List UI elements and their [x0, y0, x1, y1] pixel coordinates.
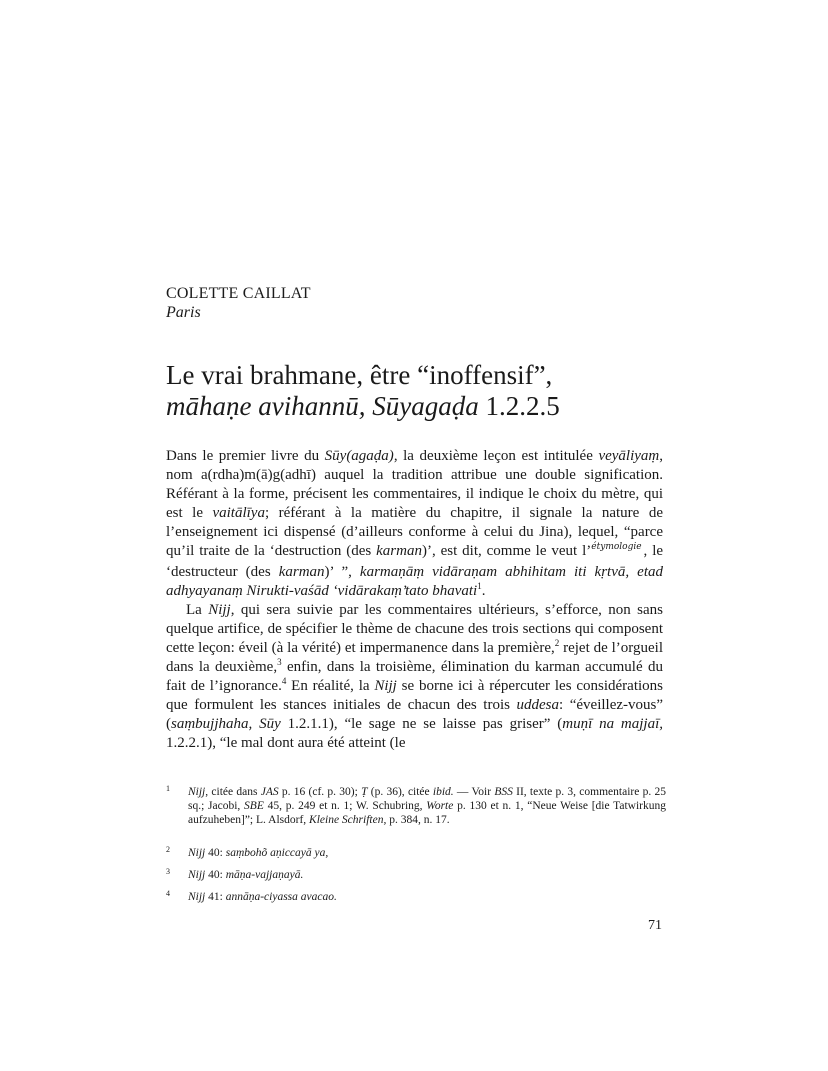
- italic-text: Nijj: [188, 891, 206, 903]
- italic-text: BSS: [494, 786, 513, 798]
- title-line-2: [166, 391, 726, 422]
- text: 40:: [205, 847, 226, 859]
- footnote-2: [166, 846, 666, 860]
- text: , nom a(rdha)m(ā)g(adhī) auquel la tradition attribue une double signification. Référant à la forme, précisent les commentaires, il indique le choix du mètre, qui est le: [166, 448, 663, 521]
- italic-text: saṃbohõ aṇiccayā ya,: [225, 847, 329, 859]
- italic-text: Nijj: [374, 678, 397, 694]
- article-body: [166, 447, 663, 753]
- paragraph-2: [166, 601, 663, 753]
- text: 1.2.1.1), “le sage ne se laisse pas griser” (: [280, 716, 563, 732]
- text: )’, est dit, comme le veut l’: [421, 543, 592, 559]
- italic-text: Kleine Schriften,: [309, 814, 387, 826]
- footnote-ref[interactable]: 2: [554, 638, 560, 648]
- text: En réalité, la: [286, 678, 375, 694]
- text: La: [186, 602, 209, 618]
- footnote-text: [166, 846, 666, 860]
- italic-text: Ṭ: [361, 786, 368, 798]
- italic-text: karman: [376, 543, 422, 559]
- text: : “éveillez-vous” (: [166, 697, 663, 732]
- text: p. 16 (cf. p. 30);: [278, 786, 362, 798]
- italic-text: karman: [278, 564, 325, 580]
- italic-text: ibid.: [432, 786, 454, 798]
- text: , la deuxième leçon est intitulée: [393, 448, 599, 464]
- italic-text: JAS: [260, 786, 279, 798]
- text: 40:: [205, 869, 226, 881]
- footnote-1: [166, 785, 666, 827]
- italic-text: Nijj: [188, 847, 206, 859]
- footnote-text: [166, 868, 666, 882]
- text: se borne ici à répercuter les considérations que formulent les stances initiales de chacun des trois: [166, 678, 663, 713]
- italic-text: muṇī na majjaī,: [562, 716, 663, 732]
- text: , citée dans: [205, 786, 261, 798]
- text: )’ ”,: [324, 564, 360, 580]
- footnote-3: [166, 868, 666, 882]
- italic-text: Nijj: [208, 602, 231, 618]
- italic-text: Nijj: [188, 869, 206, 881]
- italic-text: annāṇa-ciyassa avacao.: [225, 891, 337, 903]
- footnote-text: [166, 785, 666, 827]
- italic-text: Nijj: [188, 786, 206, 798]
- italic-text: uddesa: [516, 697, 559, 713]
- text: enfin, dans la troisième, élimination du karman accumulé du fait de l’ignorance.: [166, 659, 663, 694]
- text: 45, p. 249 et n. 1; W. Schubring,: [263, 800, 427, 812]
- text: , le ‘destructeur (des: [166, 543, 664, 580]
- footnote-number: 1: [166, 784, 170, 793]
- text: (p. 36), citée: [367, 786, 433, 798]
- text: 1.2.2.1), “le mal dont aura été atteint (le: [166, 735, 406, 751]
- footnote-ref[interactable]: 4: [281, 676, 287, 686]
- author-affiliation: Paris: [166, 304, 201, 321]
- article-title: [166, 360, 726, 422]
- text: rejet de l’orgueil dans la deuxième,: [166, 640, 663, 675]
- handwritten-annotation: étymologie: [591, 542, 642, 552]
- title-line-2-reference: 1.2.2.5: [485, 391, 560, 421]
- italic-text: māṇa-vajjaṇayā.: [225, 869, 304, 881]
- text: .: [481, 583, 486, 599]
- italic-quotation: karmaṇāṃ vidāraṇam abhihitam iti kṛtvā, etad adhyayanaṃ Nirukti-vaśād ‘vidārakaṃ’tato bhavati: [166, 564, 663, 599]
- footnote-number: 4: [166, 889, 170, 898]
- footnote-text: [166, 890, 666, 904]
- footnote-number: 3: [166, 867, 170, 876]
- text: p. 130 et n. 1, “Neue Weise [die Tatwirkung aufzuheben]”; L. Alsdorf,: [188, 800, 666, 826]
- italic-text: Worte: [426, 800, 454, 812]
- text: , qui sera suivie par les commentaires ultérieurs, s’efforce, non sans quelque artifice, de spécifier le thème de chacune des trois sections qui composent cette leçon: éveil (à la vérité) et impermanence dans la première,: [166, 602, 663, 656]
- page-number: 71: [648, 918, 662, 933]
- italic-text: vaitālīya: [212, 505, 265, 521]
- footnote-4: [166, 890, 666, 904]
- italic-text: veyāliyaṃ: [598, 448, 660, 464]
- italic-text: SBE: [244, 800, 264, 812]
- footnote-ref[interactable]: 3: [277, 657, 282, 667]
- text: 41:: [205, 891, 226, 903]
- footnote-ref[interactable]: 1: [477, 581, 482, 591]
- text: II, texte p. 3, commentaire p. 25 sq.; Jacobi,: [188, 786, 666, 812]
- paragraph-1: [166, 447, 663, 601]
- title-line-2-italic: māhaṇe avihannū, Sūyagaḍa: [166, 391, 479, 421]
- footnote-number: 2: [166, 845, 170, 854]
- text: — Voir: [453, 786, 495, 798]
- italic-text: Sūy(agaḍa): [324, 448, 394, 464]
- text: ; référant à la matière du chapitre, il signale la nature de l’enseignement ici dispensé (d’ailleurs conforme à celui du Jina), lequel, “parce qu’il traite de la ‘destruction (des: [166, 505, 663, 559]
- italic-text: saṃbujjhaha, Sūy: [171, 716, 281, 732]
- text: Dans le premier livre du: [166, 448, 325, 464]
- title-line-1: Le vrai brahmane, être “inoffensif”,: [166, 360, 553, 390]
- author-name: COLETTE CAILLAT: [166, 285, 311, 302]
- text: p. 384, n. 17.: [386, 814, 450, 826]
